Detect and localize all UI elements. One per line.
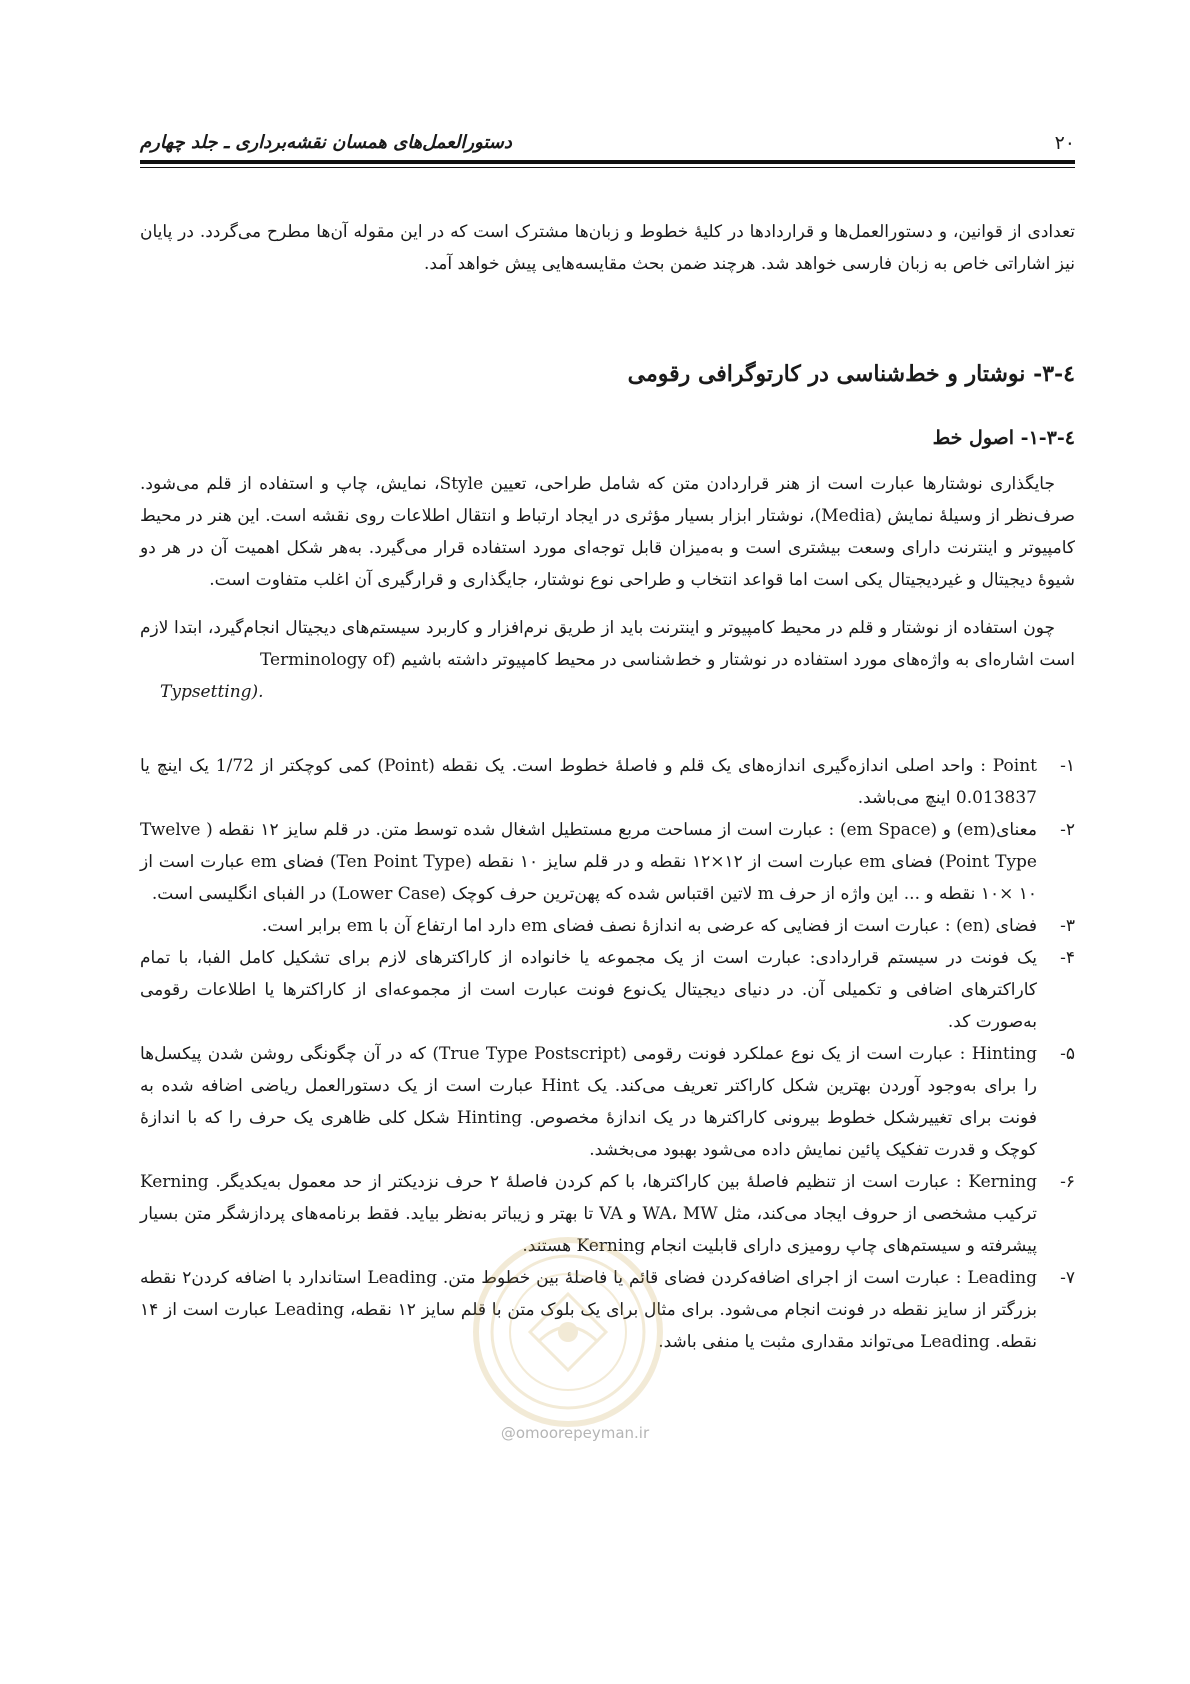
list-item-number: ٢- <box>1060 820 1075 840</box>
list-item-number: ۵- <box>1060 1044 1075 1064</box>
header-rule-thin <box>140 167 1075 168</box>
header-rule-thick <box>140 160 1075 164</box>
list-item-text: Hinting : عبارت است از یک نوع عملکرد فونت رقومی (True Type Postscript) که در آن چگونگی روشن شدن پیکسل‌ها را برای به‌وجود آوردن بهترین شکل کاراکتر تعریف می‌کند. یک Hint عبارت است از یک دستورالعمل ریاضی اضافه شده به فونت برای تغییرشکل خطوط بیرونی کاراکترها در یک اندازهٔ مخصوص. Hinting شکل کلی ظاهری یک حرف را که با اندازهٔ کوچک و قدرت تفکیک پائین نمایش داده می‌شود بهبود می‌بخشد. <box>140 1044 1038 1160</box>
section-heading: ٤-٣- نوشتار و خط‌شناسی در کارتوگرافی رقومی <box>627 361 1075 387</box>
list-item-text: Leading : عبارت است از اجرای اضافه‌کردن فضای قائم یا فاصلهٔ بین خطوط متن. Leading استاندارد با اضافه کردن۲ نقطه بزرگتر از سایز نقطه در فونت انجام می‌شود. برای مثال برای یک بلوک متن با قلم سایز ۱۲ نقطه، Leading عبارت است از ۱۴ نقطه. Leading می‌تواند مقداری مثبت یا منفی باشد. <box>140 1268 1038 1352</box>
page-number: ۲۰ <box>1054 132 1075 154</box>
paragraph-1: جایگذاری نوشتارها عبارت است از هنر قراردادن متن که شامل طراحی، تعیین Style، نمایش، چاپ و استفاده از قلم می‌شود. صرف‌نظر از وسیلهٔ نمایش (Media)، نوشتار ابزار بسیار مؤثری در ایجاد ارتباط و انتقال اطلاعات روی نقشه است. این هنر در محیط کامپیوتر و اینترنت دارای وسعت بیشتری است و به‌میزان قابل توجه‌ای مورد استفاده قرار می‌گیرد. به‌هر شکل اهمیت آن در هر دو شیوهٔ دیجیتال و غیردیجیتال یکی است اما قواعد انتخاب و طراحی نوع نوشتار، جایگذاری و قرارگیری آن اغلب متفاوت است. <box>140 474 1075 590</box>
list-item <box>140 910 1075 942</box>
watermark-seal-icon <box>468 1232 668 1432</box>
subsection-heading: ٤-٣-١- اصول خط <box>932 427 1075 449</box>
list-item-text: معنای(em) و (em Space) : عبارت است از مساحت مربع مستطیل اشغال شده توسط متن. در قلم سایز ۱۲ نقطه ( Twelve Point Type) فضای em عبارت است از ۱۲×۱۲ نقطه و در قلم سایز ۱۰ نقطه (Ten Point Type) فضای em عبارت است از ۱۰ ×۱۰ نقطه و ... این واژه از حرف m لاتین اقتباس شده که پهن‌ترین حرف کوچک (Lower Case) در الفبای انگلیسی است. <box>140 820 1037 904</box>
intro-paragraph: تعدادی از قوانین، و دستورالعمل‌ها و قراردادها در کلیهٔ خطوط و زبان‌ها مشترک است که در این مقوله آن‌ها مطرح می‌گردد. در پایان نیز اشاراتی خاص به زبان فارسی خواهد شد. هرچند ضمن بحث مقایسه‌هایی پیش خواهد آمد. <box>140 222 1075 274</box>
list-item-number: ٣- <box>1060 916 1075 936</box>
list-item-number: ١- <box>1060 756 1075 776</box>
list-item <box>140 942 1075 1038</box>
list-item-text: Kerning : عبارت است از تنظیم فاصلهٔ بین کاراکترها، با کم کردن فاصلهٔ ۲ حرف نزدیکتر از حد معمول به‌یکدیگر. Kerning ترکیب مشخصی از حروف ایجاد می‌کند، مثل WA، MW و VA تا بهتر و زیباتر به‌نظر بیاید. فقط برنامه‌های پردازشگر متن بسیار پیشرفته و سیستم‌های چاپ رومیزی دارای قابلیت انجام Kerning هستند. <box>140 1172 1038 1256</box>
list-item-text: یک فونت در سیستم قراردادی: عبارت است از یک مجموعه یا خانواده از کاراکترهای لازم برای تشکیل کامل الفبا، با تمام کاراکترهای اضافی و تکمیلی آن. در دنیای دیجیتال یک‌نوع فونت عبارت است از مجموعه‌ای از کاراکترها یا اطلاعات رقومی به‌صورت کد. <box>140 948 1037 1032</box>
list-item <box>140 750 1075 814</box>
paragraph-2 <box>140 612 1075 708</box>
list-item-number: ۶- <box>1060 1172 1075 1192</box>
book-title: دستورالعمل‌های همسان نقشه‌برداری ـ جلد چهارم <box>140 132 512 153</box>
page-content <box>140 216 1075 1358</box>
list-item-number: ٧- <box>1060 1268 1075 1288</box>
list-item-text: Point : واحد اصلی اندازه‌گیری اندازه‌های یک قلم و فاصلهٔ خطوط است. یک نقطه (Point) کمی کوچکتر از 1/72 یک اینچ یا 0.013837 اینچ می‌باشد. <box>140 756 1037 808</box>
running-header <box>140 128 1075 158</box>
watermark-url: @omoorepeyman.ir <box>500 1424 650 1442</box>
list-item <box>140 1038 1075 1166</box>
list-item-number: ۴- <box>1060 948 1075 968</box>
paragraph-2-text: چون استفاده از نوشتار و قلم در محیط کامپیوتر و اینترنت باید از طریق نرم‌افزار و کاربرد سیستم‌های دیجیتال انجام‌گیرد، ابتدا لازم است اشاره‌ای به واژه‌های مورد استفاده در نوشتار و خط‌شناسی در محیط کامپیوتر داشته باشیم (Terminology of <box>140 618 1075 670</box>
list-item-text: فضای (en) : عبارت است از فضایی که عرضی به اندازهٔ نصف فضای em دارد اما ارتفاع آن با em برابر است. <box>261 916 1037 936</box>
list-item <box>140 814 1075 910</box>
paragraph-2-end: Typsetting). <box>160 682 264 702</box>
